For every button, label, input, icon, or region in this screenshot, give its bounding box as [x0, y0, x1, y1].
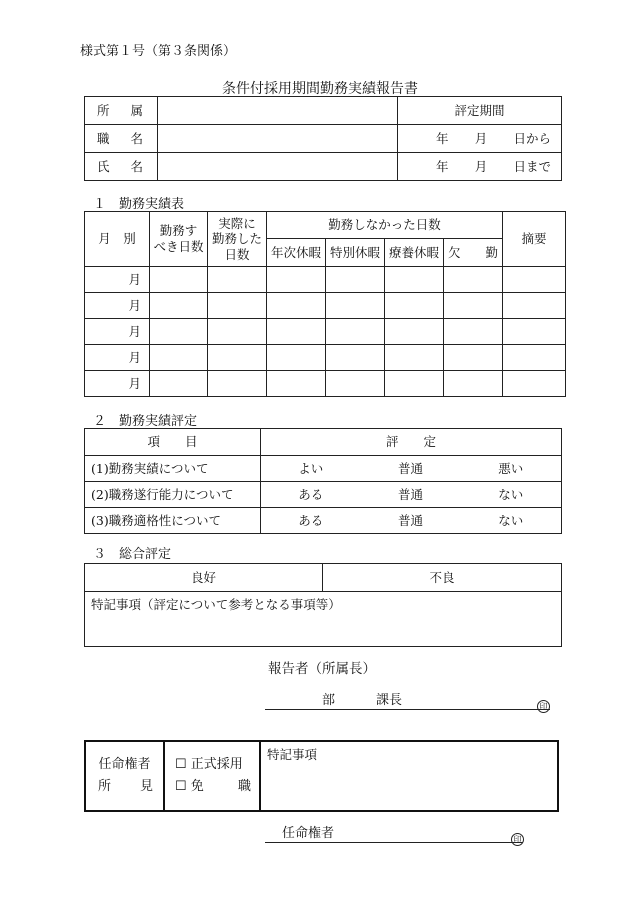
section3-heading: ３ 総合評定: [93, 547, 172, 562]
col-item: 項 目: [85, 429, 261, 456]
month-cell[interactable]: 月: [85, 293, 150, 319]
reporter-title: 報告者（所属長）: [268, 661, 376, 677]
overall-bad[interactable]: 不良: [323, 564, 562, 592]
col-days-should: 勤務す べき日数: [150, 212, 208, 267]
attendance-table: [84, 211, 566, 397]
eval-option[interactable]: ない: [461, 482, 562, 508]
label-position: 職 名: [85, 125, 158, 153]
data-cell[interactable]: [385, 345, 444, 371]
eval-option[interactable]: 普通: [361, 508, 461, 534]
section2-heading: ２ 勤務実績評定: [93, 414, 198, 429]
col-days-absent: 勤務しなかった日数: [267, 212, 503, 239]
evaluation-period-label: 評定期間: [398, 97, 562, 125]
data-cell[interactable]: [385, 319, 444, 345]
overall-good[interactable]: 良好: [85, 564, 323, 592]
col-remarks: 摘要: [503, 212, 566, 267]
data-cell[interactable]: [208, 371, 267, 397]
data-cell[interactable]: [326, 293, 385, 319]
data-cell[interactable]: [385, 371, 444, 397]
table-row: [85, 508, 562, 534]
col-month: 月 別: [85, 212, 150, 267]
table-row: [85, 482, 562, 508]
data-cell[interactable]: [267, 345, 326, 371]
affiliation-field[interactable]: [158, 97, 398, 125]
data-cell[interactable]: [503, 319, 566, 345]
col-evaluation: 評 定: [261, 429, 562, 456]
data-cell[interactable]: [444, 371, 503, 397]
table-row: [85, 371, 566, 397]
evaluation-table: [84, 428, 562, 534]
data-cell[interactable]: [150, 267, 208, 293]
data-cell[interactable]: [326, 267, 385, 293]
data-cell[interactable]: [326, 319, 385, 345]
month-cell[interactable]: 月: [85, 319, 150, 345]
table-row: [85, 456, 562, 482]
eval-item: (1)勤務実績について: [85, 456, 261, 482]
eval-option[interactable]: ない: [461, 508, 562, 534]
appointer-options: [164, 741, 260, 811]
eval-option[interactable]: 悪い: [461, 456, 562, 482]
appointer-signature-line[interactable]: [265, 842, 523, 843]
data-cell[interactable]: [503, 267, 566, 293]
name-field[interactable]: [158, 153, 398, 181]
data-cell[interactable]: [267, 293, 326, 319]
month-cell[interactable]: 月: [85, 267, 150, 293]
data-cell[interactable]: [385, 293, 444, 319]
option-dismissal[interactable]: ☐ 免 職: [175, 779, 251, 794]
data-cell[interactable]: [267, 267, 326, 293]
eval-item: (3)職務適格性について: [85, 508, 261, 534]
overall-table: [84, 563, 562, 647]
data-cell[interactable]: [150, 371, 208, 397]
col-days-actual: 実際に 勤務した 日数: [208, 212, 267, 267]
data-cell[interactable]: [150, 319, 208, 345]
form-number: 様式第１号（第３条関係）: [80, 44, 237, 59]
data-cell[interactable]: [444, 319, 503, 345]
appointer-opinion-label: 任命権者 所 見: [85, 741, 164, 811]
data-cell[interactable]: [385, 267, 444, 293]
appointer-remarks[interactable]: 特記事項: [260, 741, 558, 811]
section1-heading: １ 勤務実績表: [93, 197, 185, 212]
table-row: [85, 319, 566, 345]
reporter-signature-line[interactable]: [265, 709, 550, 710]
document-title: 条件付採用期間勤務実績報告書: [222, 81, 418, 97]
month-cell[interactable]: 月: [85, 345, 150, 371]
reporter-dept: 部: [322, 693, 336, 708]
data-cell[interactable]: [326, 371, 385, 397]
reporter-seal-icon: 印: [537, 694, 550, 713]
col-annual-leave: 年次休暇: [267, 239, 326, 267]
col-absence: 欠 勤: [444, 239, 503, 267]
data-cell[interactable]: [503, 345, 566, 371]
data-cell[interactable]: [208, 293, 267, 319]
option-formal-appointment[interactable]: ☐ 正式採用: [175, 756, 243, 772]
eval-option[interactable]: 普通: [361, 456, 461, 482]
data-cell[interactable]: [208, 319, 267, 345]
data-cell[interactable]: [444, 345, 503, 371]
overall-remarks[interactable]: 特記事項（評定について参考となる事項等）: [85, 592, 562, 647]
data-cell[interactable]: [503, 371, 566, 397]
appointer-table: [84, 740, 559, 812]
period-end[interactable]: 年 月 日まで: [398, 153, 562, 181]
reporter-chief: 課長: [376, 693, 403, 708]
col-special-leave: 特別休暇: [326, 239, 385, 267]
table-row: [85, 267, 566, 293]
data-cell[interactable]: [150, 293, 208, 319]
period-start[interactable]: 年 月 日から: [398, 125, 562, 153]
eval-option[interactable]: よい: [261, 456, 361, 482]
table-row: [85, 293, 566, 319]
month-cell[interactable]: 月: [85, 371, 150, 397]
eval-option[interactable]: 普通: [361, 482, 461, 508]
info-table: [84, 96, 562, 181]
eval-option[interactable]: ある: [261, 508, 361, 534]
col-sick-leave: 療養休暇: [385, 239, 444, 267]
data-cell[interactable]: [208, 267, 267, 293]
data-cell[interactable]: [267, 319, 326, 345]
label-name: 氏 名: [85, 153, 158, 181]
eval-item: (2)職務遂行能力について: [85, 482, 261, 508]
data-cell[interactable]: [150, 345, 208, 371]
table-row: [85, 345, 566, 371]
data-cell[interactable]: [326, 345, 385, 371]
label-affiliation: 所 属: [85, 97, 158, 125]
position-field[interactable]: [158, 125, 398, 153]
appointer-seal-icon: 印: [511, 827, 524, 846]
data-cell[interactable]: [503, 293, 566, 319]
appointer-label: 任命権者: [282, 826, 335, 841]
data-cell[interactable]: [267, 371, 326, 397]
data-cell[interactable]: [444, 293, 503, 319]
data-cell[interactable]: [208, 345, 267, 371]
data-cell[interactable]: [444, 267, 503, 293]
eval-option[interactable]: ある: [261, 482, 361, 508]
